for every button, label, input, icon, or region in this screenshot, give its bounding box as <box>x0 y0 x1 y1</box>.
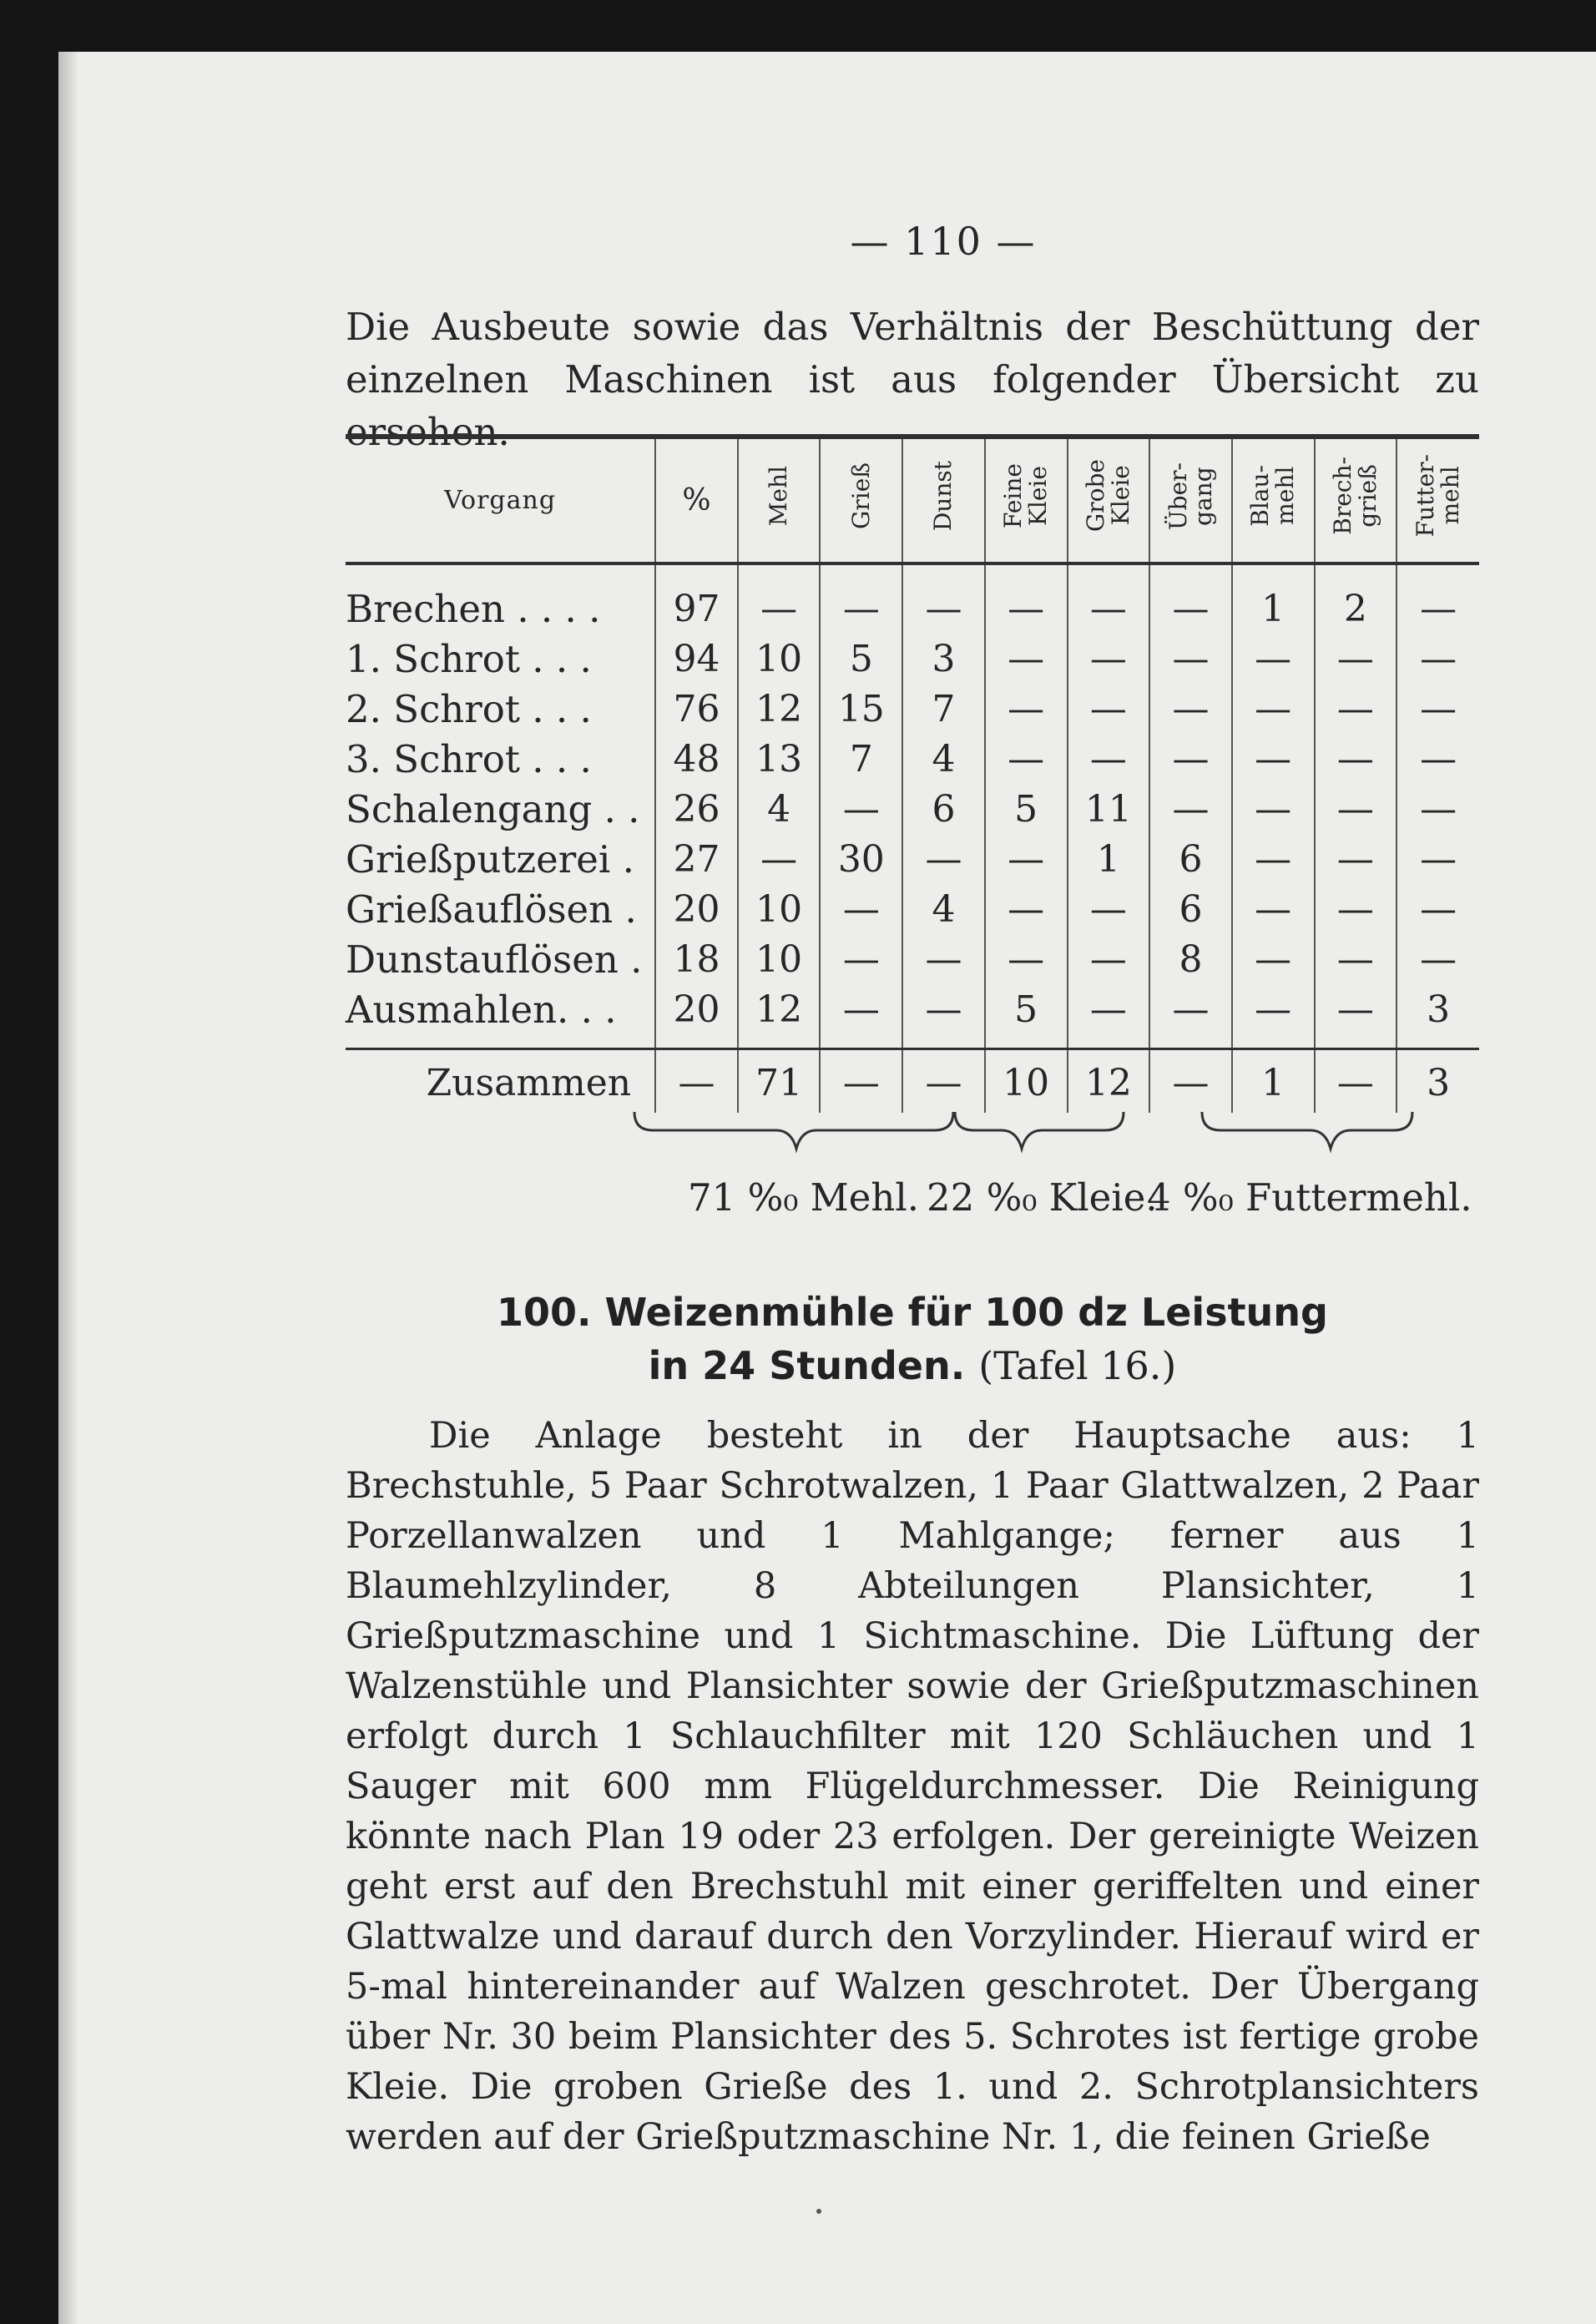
table-row <box>346 934 1479 984</box>
cell: — <box>902 934 985 984</box>
cell: 18 <box>655 934 738 984</box>
total-cell: — <box>902 1049 985 1114</box>
cell: — <box>902 834 985 884</box>
brace-mehl <box>634 1112 953 1149</box>
cell: — <box>1396 634 1479 684</box>
total-label: Zusammen <box>346 1049 655 1114</box>
total-cell: 1 <box>1232 1049 1315 1114</box>
cell: — <box>1315 684 1397 734</box>
cell: — <box>1068 684 1150 734</box>
cell: — <box>820 884 902 934</box>
cell: — <box>985 934 1068 984</box>
header-percent: % <box>655 437 738 563</box>
row-label: Schalengang . . <box>346 786 640 831</box>
cell: 6 <box>1149 884 1232 934</box>
cell: — <box>820 563 902 634</box>
cell: — <box>1149 684 1232 734</box>
cell: — <box>1315 934 1397 984</box>
header-feine-kleie: Feine Kleie <box>985 437 1068 563</box>
header-futtermehl: Futter- mehl <box>1396 437 1479 563</box>
table-row <box>346 563 1479 634</box>
cell: — <box>985 684 1068 734</box>
cell: 97 <box>655 563 738 634</box>
header-grobe-kleie: Grobe Kleie <box>1068 437 1150 563</box>
header-dunst: Dunst <box>902 437 985 563</box>
cell: — <box>1149 984 1232 1049</box>
row-label: Grießauflösen . <box>346 887 637 932</box>
cell: — <box>1396 734 1479 784</box>
table-row <box>346 834 1479 884</box>
cell: — <box>738 563 821 634</box>
intro-paragraph: Die Ausbeute sowie das Verhältnis der Beschüttung der einzelnen Maschinen ist aus folgender Übersicht zu ersehen. <box>346 305 1479 454</box>
total-cell: 71 <box>738 1049 821 1114</box>
cell: — <box>820 934 902 984</box>
total-cell: — <box>820 1049 902 1114</box>
table-row <box>346 984 1479 1049</box>
heading-line-1: 100. Weizenmühle für 100 dz Leistung <box>497 1290 1328 1335</box>
cell: — <box>738 834 821 884</box>
cell: 6 <box>902 784 985 834</box>
cell: 10 <box>738 884 821 934</box>
section-heading <box>346 1286 1479 1392</box>
header-brechgriess: Brech- grieß <box>1315 437 1397 563</box>
header-blaumehl: Blau- mehl <box>1232 437 1315 563</box>
cell: — <box>1396 834 1479 884</box>
cell: — <box>1315 984 1397 1049</box>
row-label: 3. Schrot . . . <box>346 736 592 781</box>
paper-speck <box>816 2209 821 2214</box>
cell: 26 <box>655 784 738 834</box>
cell: — <box>1396 934 1479 984</box>
total-cell: 3 <box>1396 1049 1479 1114</box>
cell: — <box>985 884 1068 934</box>
cell: — <box>1068 634 1150 684</box>
cell: — <box>1315 734 1397 784</box>
cell: 5 <box>985 784 1068 834</box>
book-page <box>58 52 1596 2324</box>
cell: — <box>820 984 902 1049</box>
cell: — <box>1315 634 1397 684</box>
cell: — <box>1232 734 1315 784</box>
header-uebergang: Über- gang <box>1149 437 1232 563</box>
cell: — <box>985 834 1068 884</box>
row-label: Dunstauflösen . <box>346 937 643 982</box>
summary-futtermehl: 4 %₀ Futtermehl. <box>1147 1175 1472 1220</box>
body-paragraph: Die Anlage besteht in der Hauptsache aus: 1 Brechstuhle, 5 Paar Schrotwalzen, 1 Paar Glattwalzen, 2 Paar Porzellanwalzen und 1 Mahlgange; ferner aus 1 Blaumehlzylinder, 8 Abteilungen Plansichter, 1 Grießputzmaschine und 1 Sichtmaschine. Die Lüftung der Walzenstühle und Plansichter sowie der Grießputzmaschinen erfolgt durch 1 Schlauchfilter mit 120 Schläuchen und 1 Sauger mit 600 mm Flügeldurchmesser. Die Reinigung könnte nach Plan 19 oder 23 erfolgen. Der gereinigte Weizen geht erst auf den Brechstuhl mit einer geriffelten und einer Glattwalze und darauf durch den Vorzylinder. Hierauf wird er 5-mal hintereinander auf Walzen geschrotet. Der Übergang über Nr. 30 beim Plansichter des 5. Schrotes ist fertige grobe Kleie. Die groben Grieße des 1. und 2. Schrotplansichters werden auf der Grießputzmaschine Nr. 1, die feinen Grieße <box>346 1415 1479 2158</box>
cell: 4 <box>738 784 821 834</box>
cell: 1 <box>1232 563 1315 634</box>
cell: 4 <box>902 884 985 934</box>
cell: — <box>985 563 1068 634</box>
page-spine-shadow <box>58 52 77 2324</box>
cell: 6 <box>1149 834 1232 884</box>
cell: — <box>1315 884 1397 934</box>
total-cell: 10 <box>985 1049 1068 1114</box>
table-row <box>346 734 1479 784</box>
cell: 94 <box>655 634 738 684</box>
cell: 7 <box>902 684 985 734</box>
cell: — <box>1068 984 1150 1049</box>
cell: 20 <box>655 884 738 934</box>
cell: 7 <box>820 734 902 784</box>
cell: 15 <box>820 684 902 734</box>
cell: 12 <box>738 984 821 1049</box>
cell: — <box>1232 784 1315 834</box>
plate-reference: (Tafel 16.) <box>978 1343 1177 1388</box>
cell: — <box>1068 563 1150 634</box>
row-label: Ausmahlen. . . <box>346 987 617 1032</box>
cell: 2 <box>1315 563 1397 634</box>
table-row <box>346 784 1479 834</box>
cell: — <box>1315 834 1397 884</box>
cell: — <box>1149 634 1232 684</box>
table-total <box>346 1049 1479 1114</box>
cell: — <box>1396 784 1479 834</box>
cell: 27 <box>655 834 738 884</box>
cell: — <box>1396 563 1479 634</box>
cell: 48 <box>655 734 738 784</box>
cell: — <box>1068 734 1150 784</box>
header-vorgang: Vorgang <box>346 437 655 563</box>
cell: — <box>1232 684 1315 734</box>
cell: — <box>1232 934 1315 984</box>
cell: — <box>1232 634 1315 684</box>
table-body <box>346 563 1479 1049</box>
yield-table <box>346 434 1479 1113</box>
cell: — <box>1396 884 1479 934</box>
cell: 5 <box>820 634 902 684</box>
row-label: Grießputzerei . <box>346 836 634 882</box>
row-label: 2. Schrot . . . <box>346 686 592 731</box>
cell: 4 <box>902 734 985 784</box>
header-griess: Grieß <box>820 437 902 563</box>
cell: 10 <box>738 634 821 684</box>
heading-line-2 <box>346 1339 1479 1392</box>
cell: 76 <box>655 684 738 734</box>
page-number: — 110 — <box>850 219 1037 264</box>
cell: 8 <box>1149 934 1232 984</box>
brace-futtermehl <box>1202 1112 1412 1149</box>
cell: 20 <box>655 984 738 1049</box>
heading-line-2-text: in 24 Stunden. <box>648 1343 966 1388</box>
cell: — <box>820 784 902 834</box>
cell: — <box>985 734 1068 784</box>
cell: — <box>1232 984 1315 1049</box>
cell: 13 <box>738 734 821 784</box>
total-cell: — <box>1149 1049 1232 1114</box>
cell: — <box>902 984 985 1049</box>
cell: — <box>1068 884 1150 934</box>
cell: — <box>1068 934 1150 984</box>
header-mehl: Mehl <box>738 437 821 563</box>
brace-kleie <box>955 1112 1124 1149</box>
cell: — <box>1315 784 1397 834</box>
table-row <box>346 884 1479 934</box>
cell: — <box>1149 734 1232 784</box>
table-row <box>346 684 1479 734</box>
cell: — <box>1149 784 1232 834</box>
cell: — <box>985 634 1068 684</box>
cell: 5 <box>985 984 1068 1049</box>
cell: 11 <box>1068 784 1150 834</box>
cell: — <box>902 563 985 634</box>
summary-kleie: 22 %₀ Kleie. <box>927 1175 1158 1220</box>
cell: 10 <box>738 934 821 984</box>
total-cell: 12 <box>1068 1049 1150 1114</box>
cell: — <box>1232 834 1315 884</box>
cell: 3 <box>902 634 985 684</box>
row-label: 1. Schrot . . . <box>346 636 592 681</box>
table-header <box>346 437 1479 563</box>
cell: 3 <box>1396 984 1479 1049</box>
cell: 12 <box>738 684 821 734</box>
table-row <box>346 634 1479 684</box>
cell: — <box>1396 684 1479 734</box>
summary-mehl: 71 %₀ Mehl. <box>688 1175 920 1220</box>
cell: — <box>1232 884 1315 934</box>
total-row <box>346 1049 1479 1114</box>
cell: — <box>1149 563 1232 634</box>
total-cell: — <box>655 1049 738 1114</box>
row-label: Brechen . . . . <box>346 586 601 631</box>
cell: 1 <box>1068 834 1150 884</box>
cell: 30 <box>820 834 902 884</box>
total-cell: — <box>1315 1049 1397 1114</box>
